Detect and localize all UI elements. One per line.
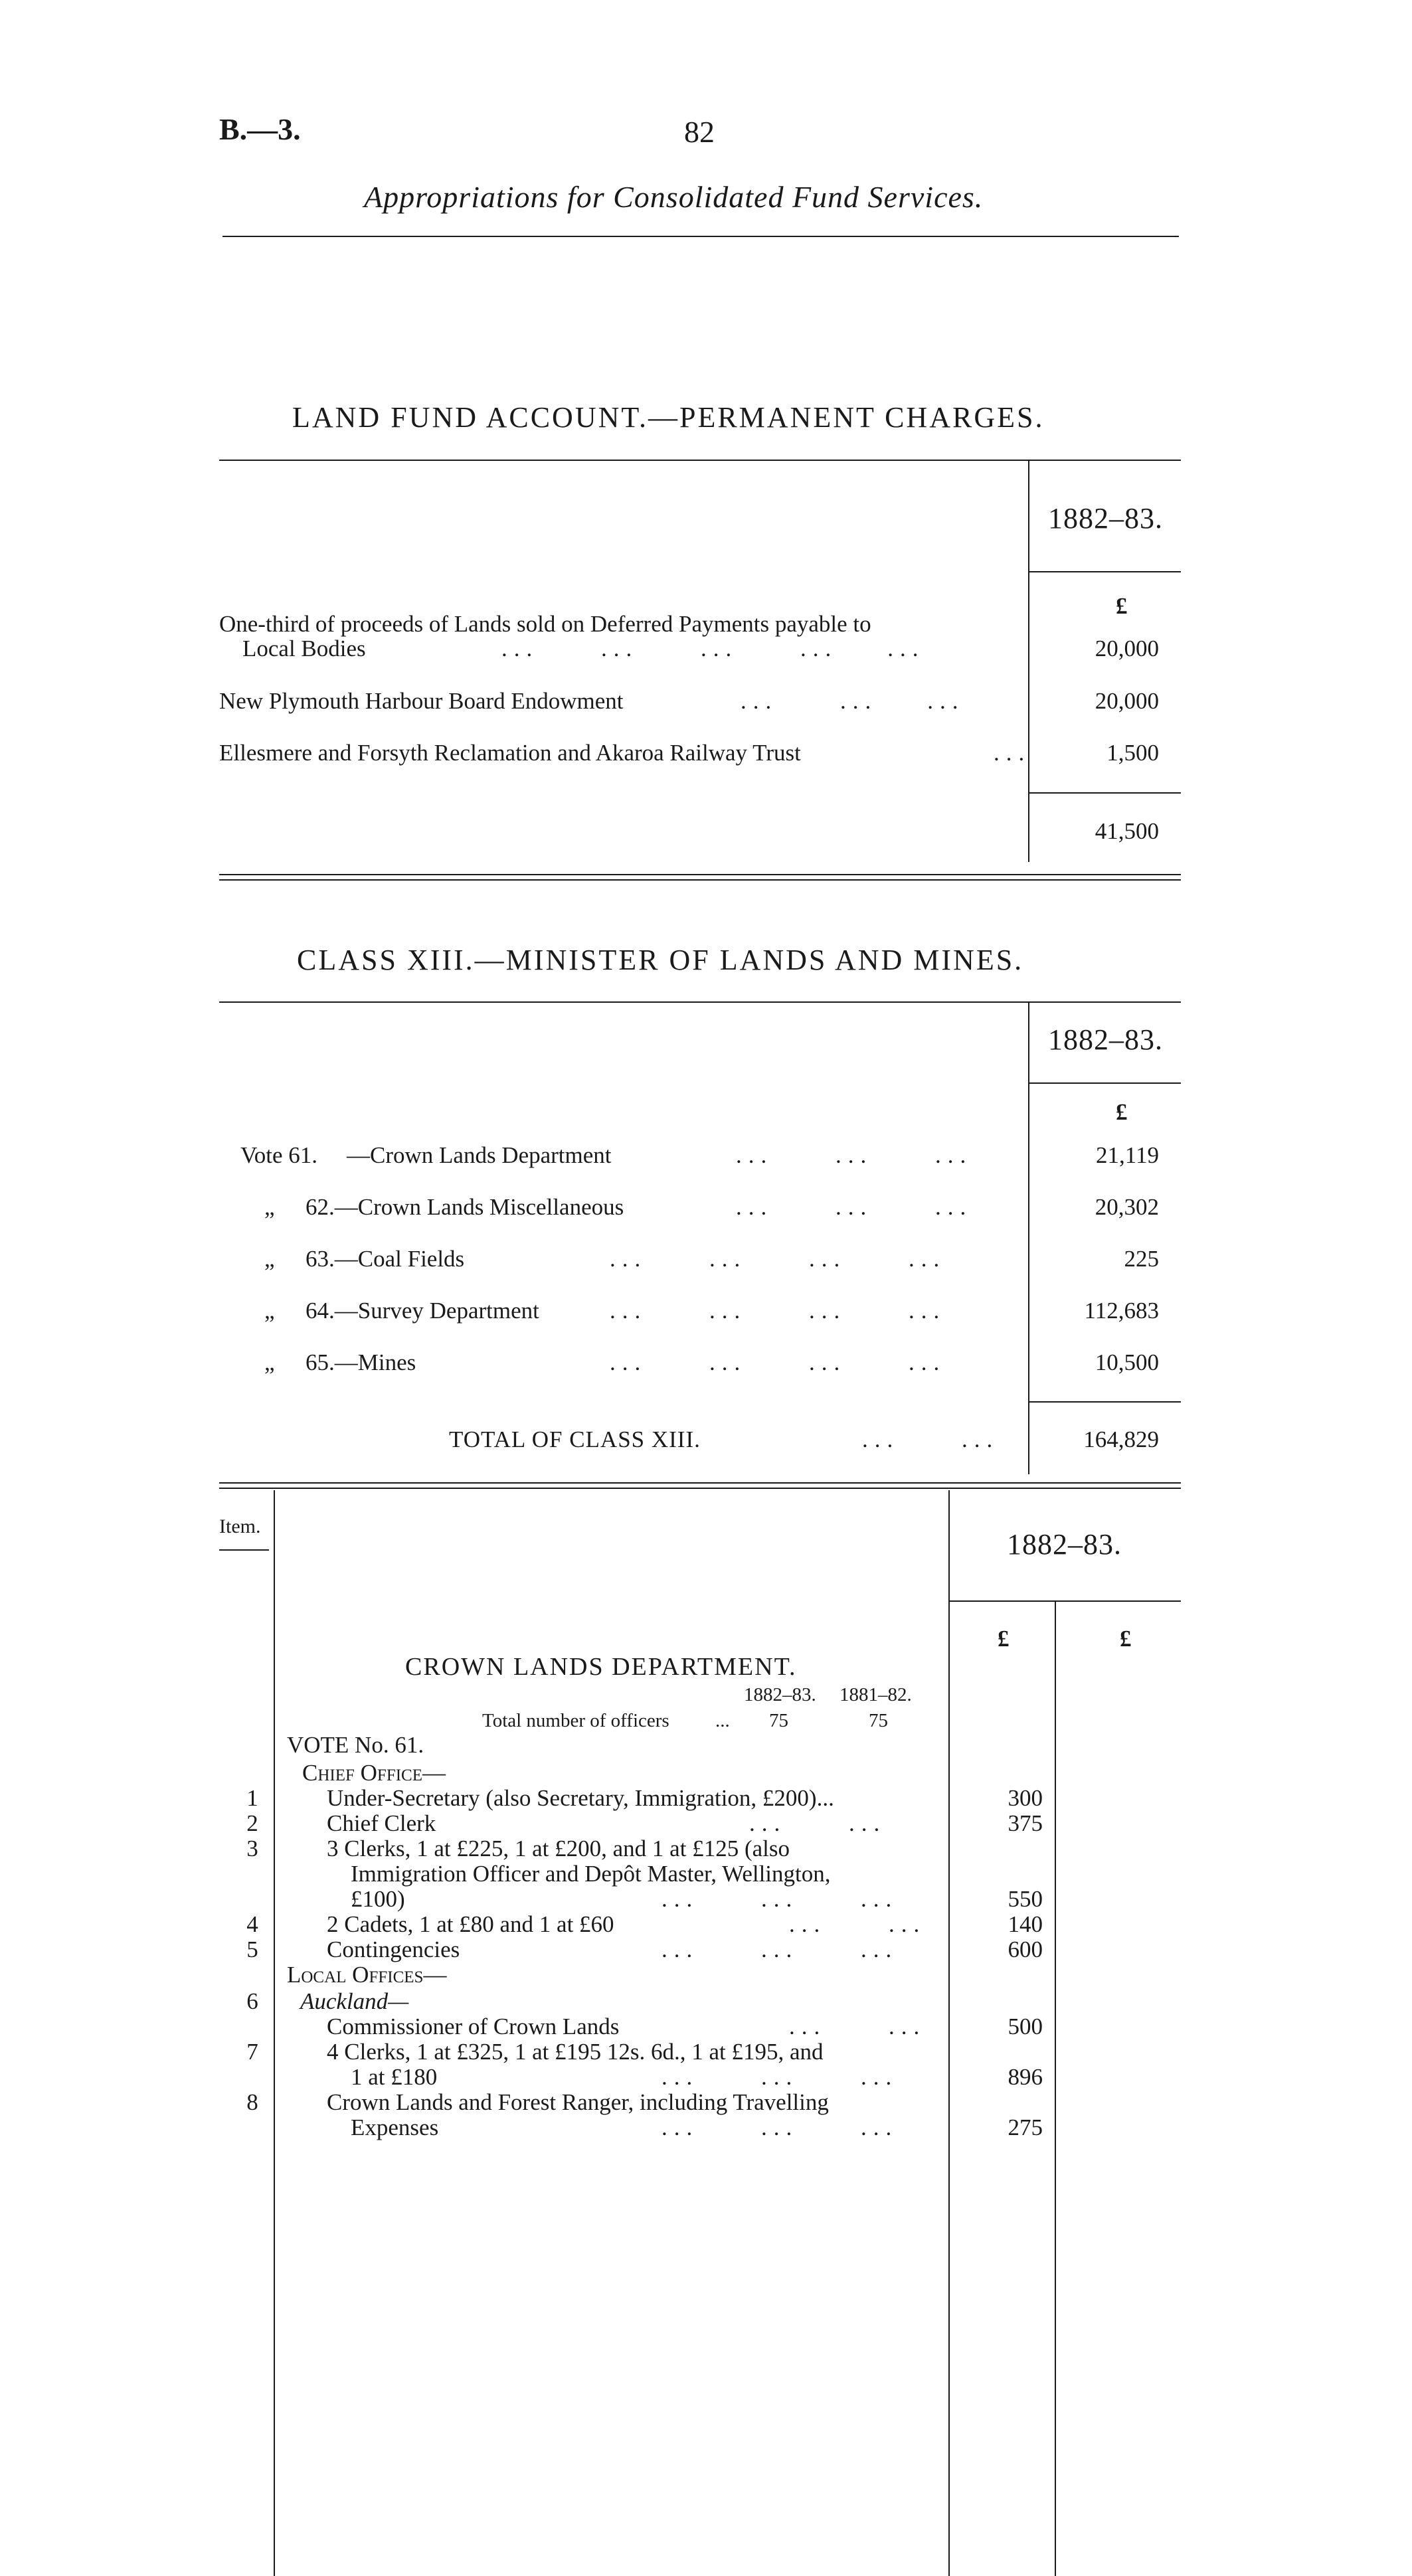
land-fund-bottom-rule-1: [219, 874, 1181, 875]
officers-year-2: 1881–82.: [839, 1684, 912, 1705]
class13-vote-65-label: 65.—Mines: [306, 1349, 416, 1375]
officers-year-1: 1882–83.: [744, 1684, 816, 1705]
class13-vote-63-label: 63.—Coal Fields: [306, 1246, 465, 1272]
crown-lands-year: 1882–83.: [1007, 1528, 1122, 1561]
item-2-amount: 375: [1008, 1810, 1043, 1836]
header-rule: [222, 236, 1179, 237]
item-number: 6: [246, 1988, 258, 2014]
land-fund-top-rule: [219, 460, 1181, 461]
land-fund-row-3-label: Ellesmere and Forsyth Reclamation and Akaroa Railway Trust: [219, 740, 801, 766]
item-1-amount: 300: [1008, 1785, 1043, 1811]
chief-office-label: Chief Office—: [302, 1760, 446, 1786]
leader-dots: ... ... ... ...: [610, 1246, 946, 1272]
leader-dots: ... ...: [789, 1911, 927, 1937]
item-number: 7: [246, 2039, 258, 2065]
item-3-line3: £100): [351, 1886, 405, 1912]
leader-dots: ... ... ...: [662, 2064, 899, 2090]
item-number: 2: [246, 1810, 258, 1836]
class13-vote-63-amount: 225: [1124, 1246, 1159, 1272]
item-3-amount: 550: [1008, 1886, 1043, 1912]
item-7-line2: 1 at £180: [351, 2064, 438, 2090]
amount-column-rule: [948, 1490, 950, 2576]
land-fund-year: 1882–83.: [1048, 502, 1163, 535]
class13-vote-62-amount: 20,302: [1095, 1194, 1159, 1220]
class13-vote-62-prefix: „: [264, 1194, 275, 1220]
leader-dots: ...: [715, 1710, 730, 1731]
leader-dots: ... ... ...: [662, 2114, 899, 2140]
land-fund-total: 41,500: [1095, 818, 1159, 844]
class13-vote-63-prefix: „: [264, 1246, 275, 1272]
item-number: 4: [246, 1911, 258, 1937]
land-fund-row-1-amount: 20,000: [1095, 636, 1159, 661]
land-fund-row-1-line2: Local Bodies: [242, 636, 366, 661]
document-code: B.—3.: [219, 112, 301, 146]
item-number: 3: [246, 1836, 258, 1861]
item-8-line1: Crown Lands and Forest Ranger, including Travelling: [327, 2089, 829, 2115]
item-4-amount: 140: [1008, 1911, 1043, 1937]
land-fund-row-2-amount: 20,000: [1095, 688, 1159, 714]
leader-dots: ... ... ...: [736, 1142, 973, 1168]
item-5-amount: 600: [1008, 1936, 1043, 1962]
item-8-line2: Expenses: [351, 2114, 439, 2140]
class13-vote-61-label: —Crown Lands Department: [347, 1142, 612, 1168]
local-offices-label: Local Offices—: [287, 1962, 447, 1988]
leader-dots: ... ... ...: [662, 1936, 899, 1962]
item-number: 8: [246, 2089, 258, 2115]
land-fund-column-rule: [1028, 461, 1029, 862]
class13-total-label: TOTAL OF CLASS XIII.: [449, 1426, 701, 1452]
class13-bottom-rule-1: [219, 1482, 1181, 1484]
item-7-line1: 4 Clerks, 1 at £325, 1 at £195 12s. 6d., 1 at £195, and: [327, 2039, 824, 2065]
leader-dots: ... ... ...: [736, 1194, 973, 1220]
class13-year-rule: [1029, 1082, 1181, 1084]
leader-dots: ...: [994, 740, 1031, 766]
class13-total: 164,829: [1083, 1426, 1159, 1452]
item-3-line1: 3 Clerks, 1 at £225, 1 at £200, and 1 at £125 (also: [327, 1836, 790, 1861]
item-column-rule: [274, 1490, 275, 2576]
land-fund-bottom-rule-2: [219, 879, 1181, 881]
item-number: 5: [246, 1936, 258, 1962]
item-6-text: Commissioner of Crown Lands: [327, 2014, 620, 2039]
land-fund-currency: £: [1116, 593, 1128, 619]
class13-year: 1882–83.: [1048, 1023, 1163, 1056]
land-fund-row-3-amount: 1,500: [1106, 740, 1159, 766]
class13-title: CLASS XIII.—MINISTER OF LANDS AND MINES.: [297, 944, 1024, 976]
page-number: 82: [684, 115, 715, 149]
land-fund-total-rule: [1029, 792, 1181, 794]
class13-bottom-rule-2: [219, 1488, 1181, 1489]
item-2-text: Chief Clerk: [327, 1810, 436, 1836]
auckland-label: Auckland—: [300, 1988, 409, 2014]
item-7-amount: 896: [1008, 2064, 1043, 2090]
class13-vote-61-amount: 21,119: [1096, 1142, 1159, 1168]
class13-vote-61-prefix: Vote 61.: [240, 1142, 318, 1168]
currency-col2: £: [1120, 1626, 1132, 1652]
leader-dots: ... ... ... ... ...: [501, 636, 925, 661]
item-8-amount: 275: [1008, 2114, 1043, 2140]
leader-dots: ... ...: [862, 1426, 1000, 1452]
class13-top-rule: [219, 1001, 1181, 1003]
leader-dots: ... ... ... ...: [610, 1349, 946, 1375]
amount-subcolumn-rule: [1055, 1602, 1056, 2576]
leader-dots: ... ...: [789, 2014, 927, 2039]
class13-vote-62-label: 62.—Crown Lands Miscellaneous: [306, 1194, 624, 1220]
crown-lands-title: CROWN LANDS DEPARTMENT.: [405, 1653, 797, 1681]
page-subtitle: Appropriations for Consolidated Fund Services.: [364, 180, 984, 214]
class13-total-rule: [1029, 1401, 1181, 1403]
land-fund-row-1-line1: One-third of proceeds of Lands sold on Deferred Payments payable to: [219, 611, 871, 637]
class13-vote-65-prefix: „: [264, 1349, 275, 1375]
class13-vote-65-amount: 10,500: [1095, 1349, 1159, 1375]
item-5-text: Contingencies: [327, 1936, 460, 1962]
class13-vote-64-prefix: „: [264, 1298, 275, 1324]
leader-dots: ... ... ... ...: [610, 1298, 946, 1324]
year-header-rule: [950, 1600, 1181, 1602]
class13-vote-64-label: 64.—Survey Department: [306, 1298, 539, 1324]
item-header-rule: [219, 1549, 269, 1551]
item-number: 1: [246, 1785, 258, 1811]
item-4-text: 2 Cadets, 1 at £80 and 1 at £60: [327, 1911, 614, 1937]
class13-vote-64-amount: 112,683: [1084, 1298, 1159, 1324]
land-fund-title: LAND FUND ACCOUNT.—PERMANENT CHARGES.: [292, 401, 1045, 434]
officers-count-2: 75: [869, 1710, 888, 1731]
leader-dots: ... ...: [749, 1810, 887, 1836]
currency-col1: £: [998, 1626, 1010, 1652]
item-header: Item.: [219, 1515, 261, 1537]
class13-currency: £: [1116, 1099, 1128, 1125]
leader-dots: ... ... ...: [662, 1886, 899, 1912]
land-fund-year-rule: [1029, 571, 1181, 572]
leader-dots: ... ... ...: [741, 688, 965, 714]
item-3-line2: Immigration Officer and Depôt Master, Wellington,: [351, 1861, 831, 1887]
vote-label: VOTE No. 61.: [287, 1732, 424, 1758]
land-fund-row-2-label: New Plymouth Harbour Board Endowment: [219, 688, 624, 714]
officers-label: Total number of officers: [482, 1710, 669, 1731]
item-6-amount: 500: [1008, 2014, 1043, 2039]
class13-column-rule: [1028, 1003, 1029, 1474]
item-1-text: Under-Secretary (also Secretary, Immigration, £200)...: [327, 1785, 834, 1811]
officers-count-1: 75: [769, 1710, 788, 1731]
